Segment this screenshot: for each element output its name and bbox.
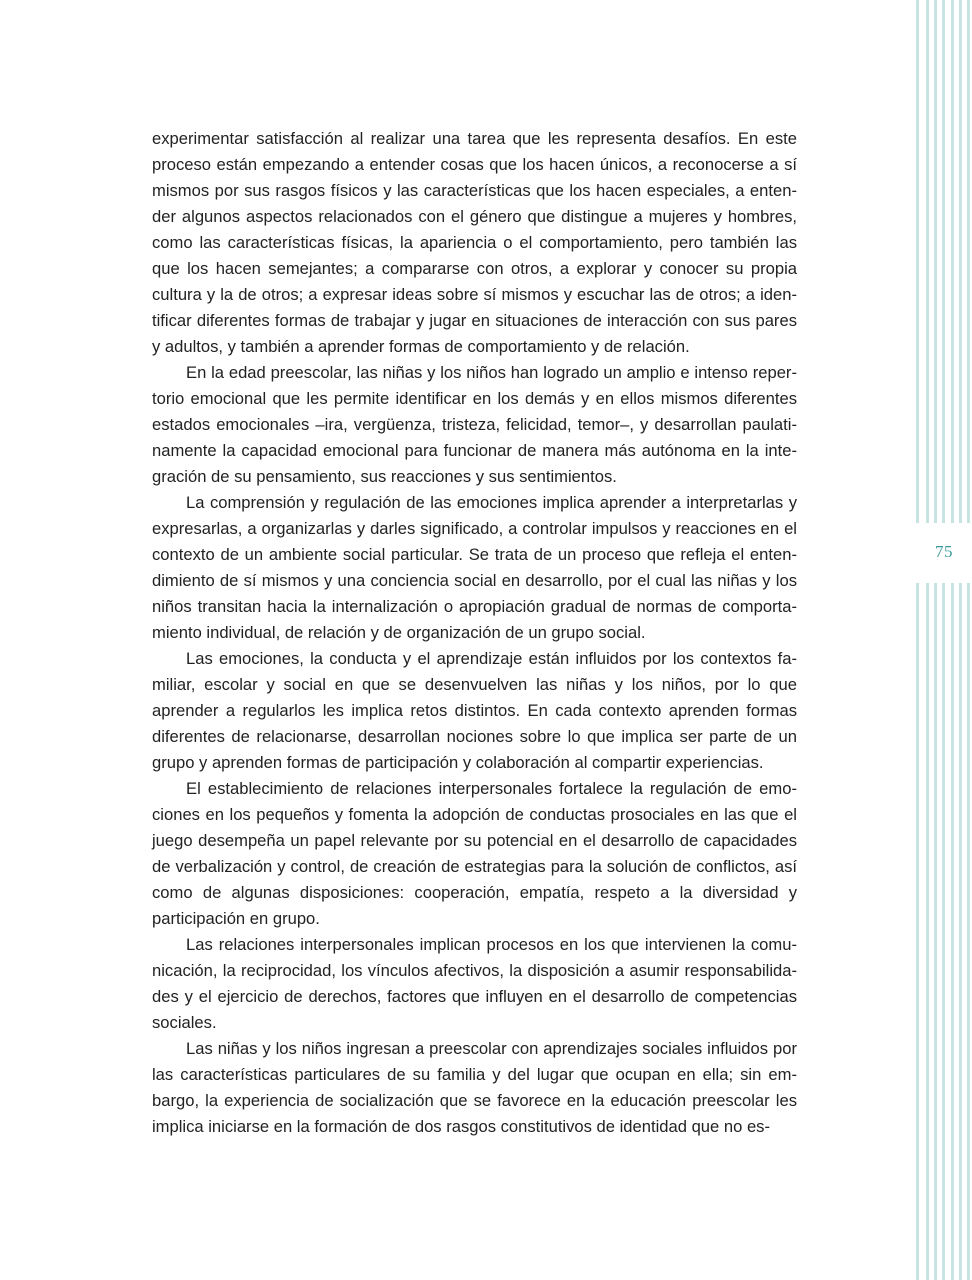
paragraph-4: Las emociones, la conducta y el aprendizaje están influidos por los contextos familiar, escolar y social en que se desenvuelven las niñas y los niños, por lo que aprender a regularlos les implica retos distintos. En cada contexto aprenden formas diferentes de relacionarse, desarrollan nociones sobre lo que implica ser parte de un grupo y aprenden formas de participación y colaboración al compartir experiencias. (152, 649, 797, 772)
stripe (942, 583, 945, 1280)
stripe (942, 0, 945, 523)
paragraph-2: En la edad preescolar, las niñas y los niños han logrado un amplio e intenso repertorio emocional que les permite identificar en los demás y en ellos mismos diferentes estados emocionales –ira, vergüenza, tristeza, felicidad, temor–, y desarrollan paulatinamente la capacidad emocional para funcionar de manera más autónoma en la integración de su pensamiento, sus reacciones y sus sentimientos. (152, 363, 797, 486)
stripe (934, 0, 937, 523)
stripe (951, 0, 954, 523)
stripe (916, 0, 919, 523)
page-number: 75 (935, 542, 953, 561)
stripe (967, 0, 970, 523)
body-text (152, 126, 797, 1140)
paragraph-5: El establecimiento de relaciones interpersonales fortalece la regulación de emociones en los pequeños y fomenta la adopción de conductas prosociales en las que el juego desempeña un papel relevante por su potencial en el desarrollo de capacidades de verbalización y control, de creación de estrategias para la solución de conflictos, así como de algunas disposiciones: cooperación, empatía, respeto a la diversidad y participación en grupo. (152, 779, 797, 928)
paragraph-1: experimentar satisfacción al realizar una tarea que les representa desafíos. En este proceso están empezando a entender cosas que los hacen únicos, a reconocerse a sí mismos por sus rasgos físicos y las características que los hacen especiales, a entender algunos aspectos relacionados con el género que distingue a mujeres y hombres, como las características físicas, la apariencia o el comportamiento, pero también las que los hacen semejantes; a compararse con otros, a explorar y conocer su propia cultura y la de otros; a expresar ideas sobre sí mismos y escuchar las de otros; a identificar diferentes formas de trabajar y jugar en situaciones de interacción con sus pares y adultos, y también a aprender formas de comportamiento y de relación. (152, 129, 797, 356)
stripe (959, 583, 962, 1280)
decorative-margin-stripes (912, 0, 972, 1280)
paragraph-3: La comprensión y regulación de las emociones implica aprender a interpretarlas y expresarlas, a organizarlas y darles significado, a controlar impulsos y reacciones en el contexto de un ambiente social particular. Se trata de un proceso que refleja el entendimiento de sí mismos y una conciencia social en desarrollo, por el cual las niñas y los niños transitan hacia la internalización o apropiación gradual de normas de comportamiento individual, de relación y de organización de un grupo social. (152, 493, 797, 642)
stripe (926, 583, 929, 1280)
paragraph-7: Las niñas y los niños ingresan a preescolar con aprendizajes sociales influidos por las características particulares de su familia y del lugar que ocupan en ella; sin embargo, la experiencia de socialización que se favorece en la educación preescolar les implica iniciarse en la formación de dos rasgos constitutivos de identidad que no es- (152, 1039, 797, 1136)
stripe (926, 0, 929, 523)
stripe (967, 583, 970, 1280)
stripe (916, 583, 919, 1280)
stripe (934, 583, 937, 1280)
paragraph-6: Las relaciones interpersonales implican procesos en los que intervienen la comunicación, la reciprocidad, los vínculos afectivos, la disposición a asumir responsabilidades y el ejercicio de derechos, factores que influyen en el desarrollo de competencias sociales. (152, 935, 797, 1032)
stripe (951, 583, 954, 1280)
stripe (959, 0, 962, 523)
